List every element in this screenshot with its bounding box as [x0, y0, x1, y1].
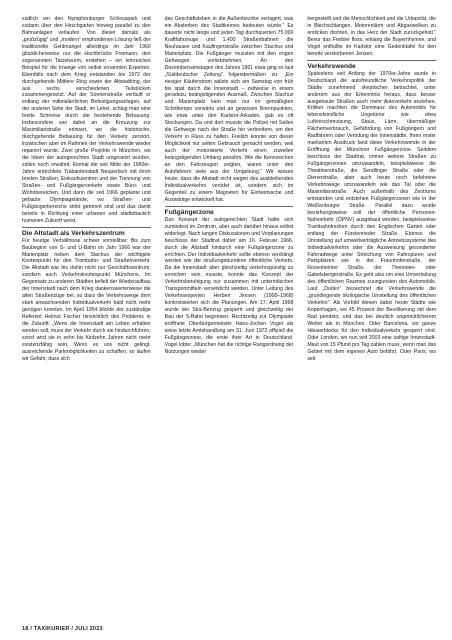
section-heading: Die Altstadt als Verkehrszentrum: [22, 229, 125, 237]
section-divider: [165, 206, 294, 207]
section-divider: [307, 60, 436, 61]
text-column-3: [307, 16, 436, 363]
text-column-2: [165, 16, 294, 363]
section-divider: [22, 227, 151, 228]
section-heading: Verkehrswende: [307, 62, 356, 70]
body-paragraph: Das Konzept der autogerechten Stadt hatte sich zumindest im Zentrum, aber auch darüber hinaus selbst widerlegt. Nach langen Diskussionen und Vorplanungen beschloss der Stadtrat daher am 16. Februar 1966, durch die Altstadt hindurch eine Fußgängerzone zu errichten. Der Individualverkehr sollte ebenso verdrängt werden wie die straßengebundene öffentliche Verkehr. Da die Innenstadt aber gleichzeitig verkehrsgünstig zu erreichen sein musste, konnte das Konzept der Verkehrsberuhigung nur zusammen mit unterirdischen Transportmitteln verwirklicht werden. Unter Leitung des Verkehrsexperten Herbert Jensen (1900–1968) konkretisierten sich die Planungen. Am 17. April 1968 wurde der Stra-Benzug gesperrt und gleichzeitig der Bau der S-Bahn begonnen. Rechtzeitig zur Olympiade eröffnete Oberbürgermeister Hans-Jochen Vogel als seine letzte Amtshandlung am 31. Juni 1972 offiziell die Fußgängerzone, die erste ihrer Art in Deutschland. Vogel lobte: „München hat die richtige Rangordnung der Nutzungen wieder: [164, 216, 294, 355]
body-paragraph: südlich um den Nymphenburger Schlosspark und sodann über den Hirschgarten hinweg parallel zu den Bahnanlagen verlaufen. Von dieser damals als „großzügig“ und „modern“ empfundenen Lösung ließ der traditionelle Geldmangel allerdings im Jahr 1960 glücklicherweise nur die Hochbrücke Freimann, den sogenannten Tatzelwurm, erstehen – ein lehrreiches Beispiel für die Irrwege von selbst ernannten Experten. Ebenfalls nach dem Krieg entstanden bis 1972 der durchgehende Mittlere Ring sowie der Altstadtring, der aus sechs verschiedenen Teilstücken zusammengesetzt. Auf der Sonnenstraße verläuft er entlang der mittelalterlichen Befestigungsanlagen, auf der anderen Seite der Stadt, im Lehel, schlug man eine breite Schneise durch die bestehende Bebauung. Insbesondere wei dabei an die Kreuzung zur Maximilianstraße erinnert, wo die historische, durchgehende Bebauung für den Verkehr zerstört, inzwischen aber im Rahmen der Verkehrswende wieder repariert wurde. Zwei große Projekte in München, wo die Ideen der autogerechten Stadt umgesetzt wurden, sollen noch erwähnt: Einmal die seit Mitte der 1960er-Jahre entrichtete Trabantenstadt Neuperlach mit ihren breiten Straßen, Einkaufszentren und der Trennung von Straßen- und Fußgängerverkehr sowie Büro- und Wohnbereichen. Und dann die seit 1966 geplante und gebaute Olympiagelände, wo Straßen- und Fußgängerbereiche strikt getrennt sind und das damit bereits in Richtung einer urbanen und städtebaulich humanen Zukunft weist.: [22, 16, 151, 224]
article-columns: [22, 16, 436, 363]
section-heading: Fußgängerzone: [164, 208, 214, 216]
body-paragraph: Für heutige Verhältnisse schwer vorstellbar: Bis zum Baubeginn von S- und U-Bahn im Jahr 1966 war der Marienplatz neben dem Stachus der wichtigste Knotenpunkt für den Trambahn- und Straßenverkehr. Die Altstadt war bis dahin nicht nur Geschäftszentrum, sondern auch Verkehrsknotenpunkt Münchens. Im Gegensatz zu anderen Städten befielt der Wiederaufbau der Innenstadt nach dem Krieg dankenswerterweise die alten Straßenzüge bei, so dass die Verkehrswege dem stark anwachsenden Individualverkehr bald nicht mehr genügen konnten. Im April 1954 blickte der zuständige Referent Helmut Fischer hinsichtlich des Problems in die Zukunft: „Wenn die Innenstadt am Leben erhalten werden soll, muss der Verkehr durch sie hindurchführen, sonst wird sie in zehn bis fünfzehn Jahren nicht mehr existenzfähig sein. Wenn es uns nicht gelingt, ausreichende Parkmöglichkeiten zu schaffen, so laufen wir Gefahr, dass sich: [22, 237, 151, 362]
body-paragraph: Spätestens seit Anfang der 1970er-Jahre wurde in Deutschland die autofreundliche Verkehrspolitik der Städte zunehmend skeptischer betrachtet, unter anderem aus der Erkenntnis heraus, dass besser ausgebaute Straßen auch mehr Autoverkehr anziehen. Kritiker machten die Dominanz des Automobils für lebensfeindliche Ungetüme wie etwa Luftverschmutzung, Staus, Lärm, übermäßiger Flächenverbrauch, Gefährdung von Fußgängern und Radfahrern oder Verödung der Innenstädte. Ihren erster markanten Ausdruck fand diese Verkehrswende in der Eröffnung der Münchner Fußgängerzone. Seitdem beschloss der Stadtrat, immer weitere Straßen zu Fußgängerzonen umzuwandeln, beispielsweise die Theatinerstraße, die Sendlinger Straße oder die Dienerstraße, aber auch heute noch befahrene Verkehrswege umzuwandeln wie das Tal oder die Maximilianstraße. Auch außerhalb des Zentrums entstanden und entstehen Fußgängerzonen wie in der Weißenburger Straße. Parallel dazu wurde beziehungsweise soll der öffentliche Personen-Nahverkehr (ÖPNV) ausgebaut werden, beispielsweise Trambahntrecken durch den Englischen Garten oder entlang der Fürstenrieder Straße. Ebenso die Umstellung auf umweltverträgliche Antriebssysteme des Individualverkehrs oder die Ausweisung gesonderter Fahrradwege unter Streichung von Fahrspuren und Parkplätzen wie in der Fraunhoferstraße, der Rosenheimer Straße, der Theresien- oder Gabelsbergerstraße. Es geht also um eine Umverteilung des öffentlichen Raumes zuungunsten des Automobils. Laut „Duden“ bezeichnet die Verkehrswende die „grundlegende ökologische Umstellung des öffentlichen Verkehrs“. Als Vorbild dienen dabei heute Städte wie Kopenhagen, wo 45 Prozent der Bevölkerung mit dem Rad pendeln, und das bei deutlich ungemütlicherem Wetter als in München. Oder Barcelona, wo ganze Häuserblocks für den Individualverkehr gesperrt sind. Oder London, wo nun seit 2003 eine saftige Innenstadt-Maut von 15 Pfund pro Tag zahlen muss, wenn man das Gebiet mit dem eigenen Auto befährt. Oder Paris, wo seit: [307, 70, 437, 362]
text-column-1: [22, 16, 151, 363]
page-footer: 18 / TAXIKURIER / JULI 2023: [22, 626, 103, 632]
body-paragraph: hergestellt und die Menschlichkeit und die Urbanität, die in Blechschlangen, Motorenlärm und Abgaswolken zu ersticken drohten, in das Herz der Stadt zurückgeholt.“ Bevor das Freibier floss, erklang die Bayernhymne, und Vogel enthüllte im Karlstor eine Gedenktafel für den bereits verstorbenen Jensen.: [307, 16, 437, 57]
body-paragraph: das Geschäftsleben in die Außenbezirke verlagert, was ein Absterben des Stadtkernes bedeuten würde.“ Es dauerte nicht lange und jeden Tag durchquerten 75.000 Kraftfahrzeuge und 1.400 Straßenbahnen die Neuhauser und Kaufingerstraße zwischen Stachus und Marienplatz. Die Fußgänger mussten mit den engen Gehwegen vorliebnehmen. An den Dezembersamstagen des Jahres 1961 etwa ging es laut „Süddeutscher Zeitung“ folgendermaßen zu: „Ein riesiger Käuferstrom wälzte sich am Samstag von früh bis spät durch die Innenstadt – zeitweise in einem geradezu beängstigenden Ausmaß. Zwischen Stachus und Marienplatz kam man nur im gemäßigten Schrittempo vorwärts und an gewissen Brennpunkten, wie etwa unter den Karlstor-Arkaden, gab es oft Stockungen. Da und dort musste die Polizei mit Seilen die Gehwege nach der Straße hin verbreitern, um den Verkehr in Fluss zu halten. Freilich konnte von dieser Möglichkeit nur selten Gebrauch gemacht werden, weil auch der motorisierte Verkehr einen zuweilen beängstigenden Umfang annahm. Wie die Kennzeichen an den Fahrzeugen zeigten, waren unter den Autofahrern viele aus der Umgebung.“ Wir wissen heute, dass die Altstadt nicht wegen des ausbleibenden Individualverkehrs verödet ist, sondern sich im Gegenteil zu einem Magneten für Einheimische und Auswärtige entwickelt hat.: [164, 16, 294, 203]
